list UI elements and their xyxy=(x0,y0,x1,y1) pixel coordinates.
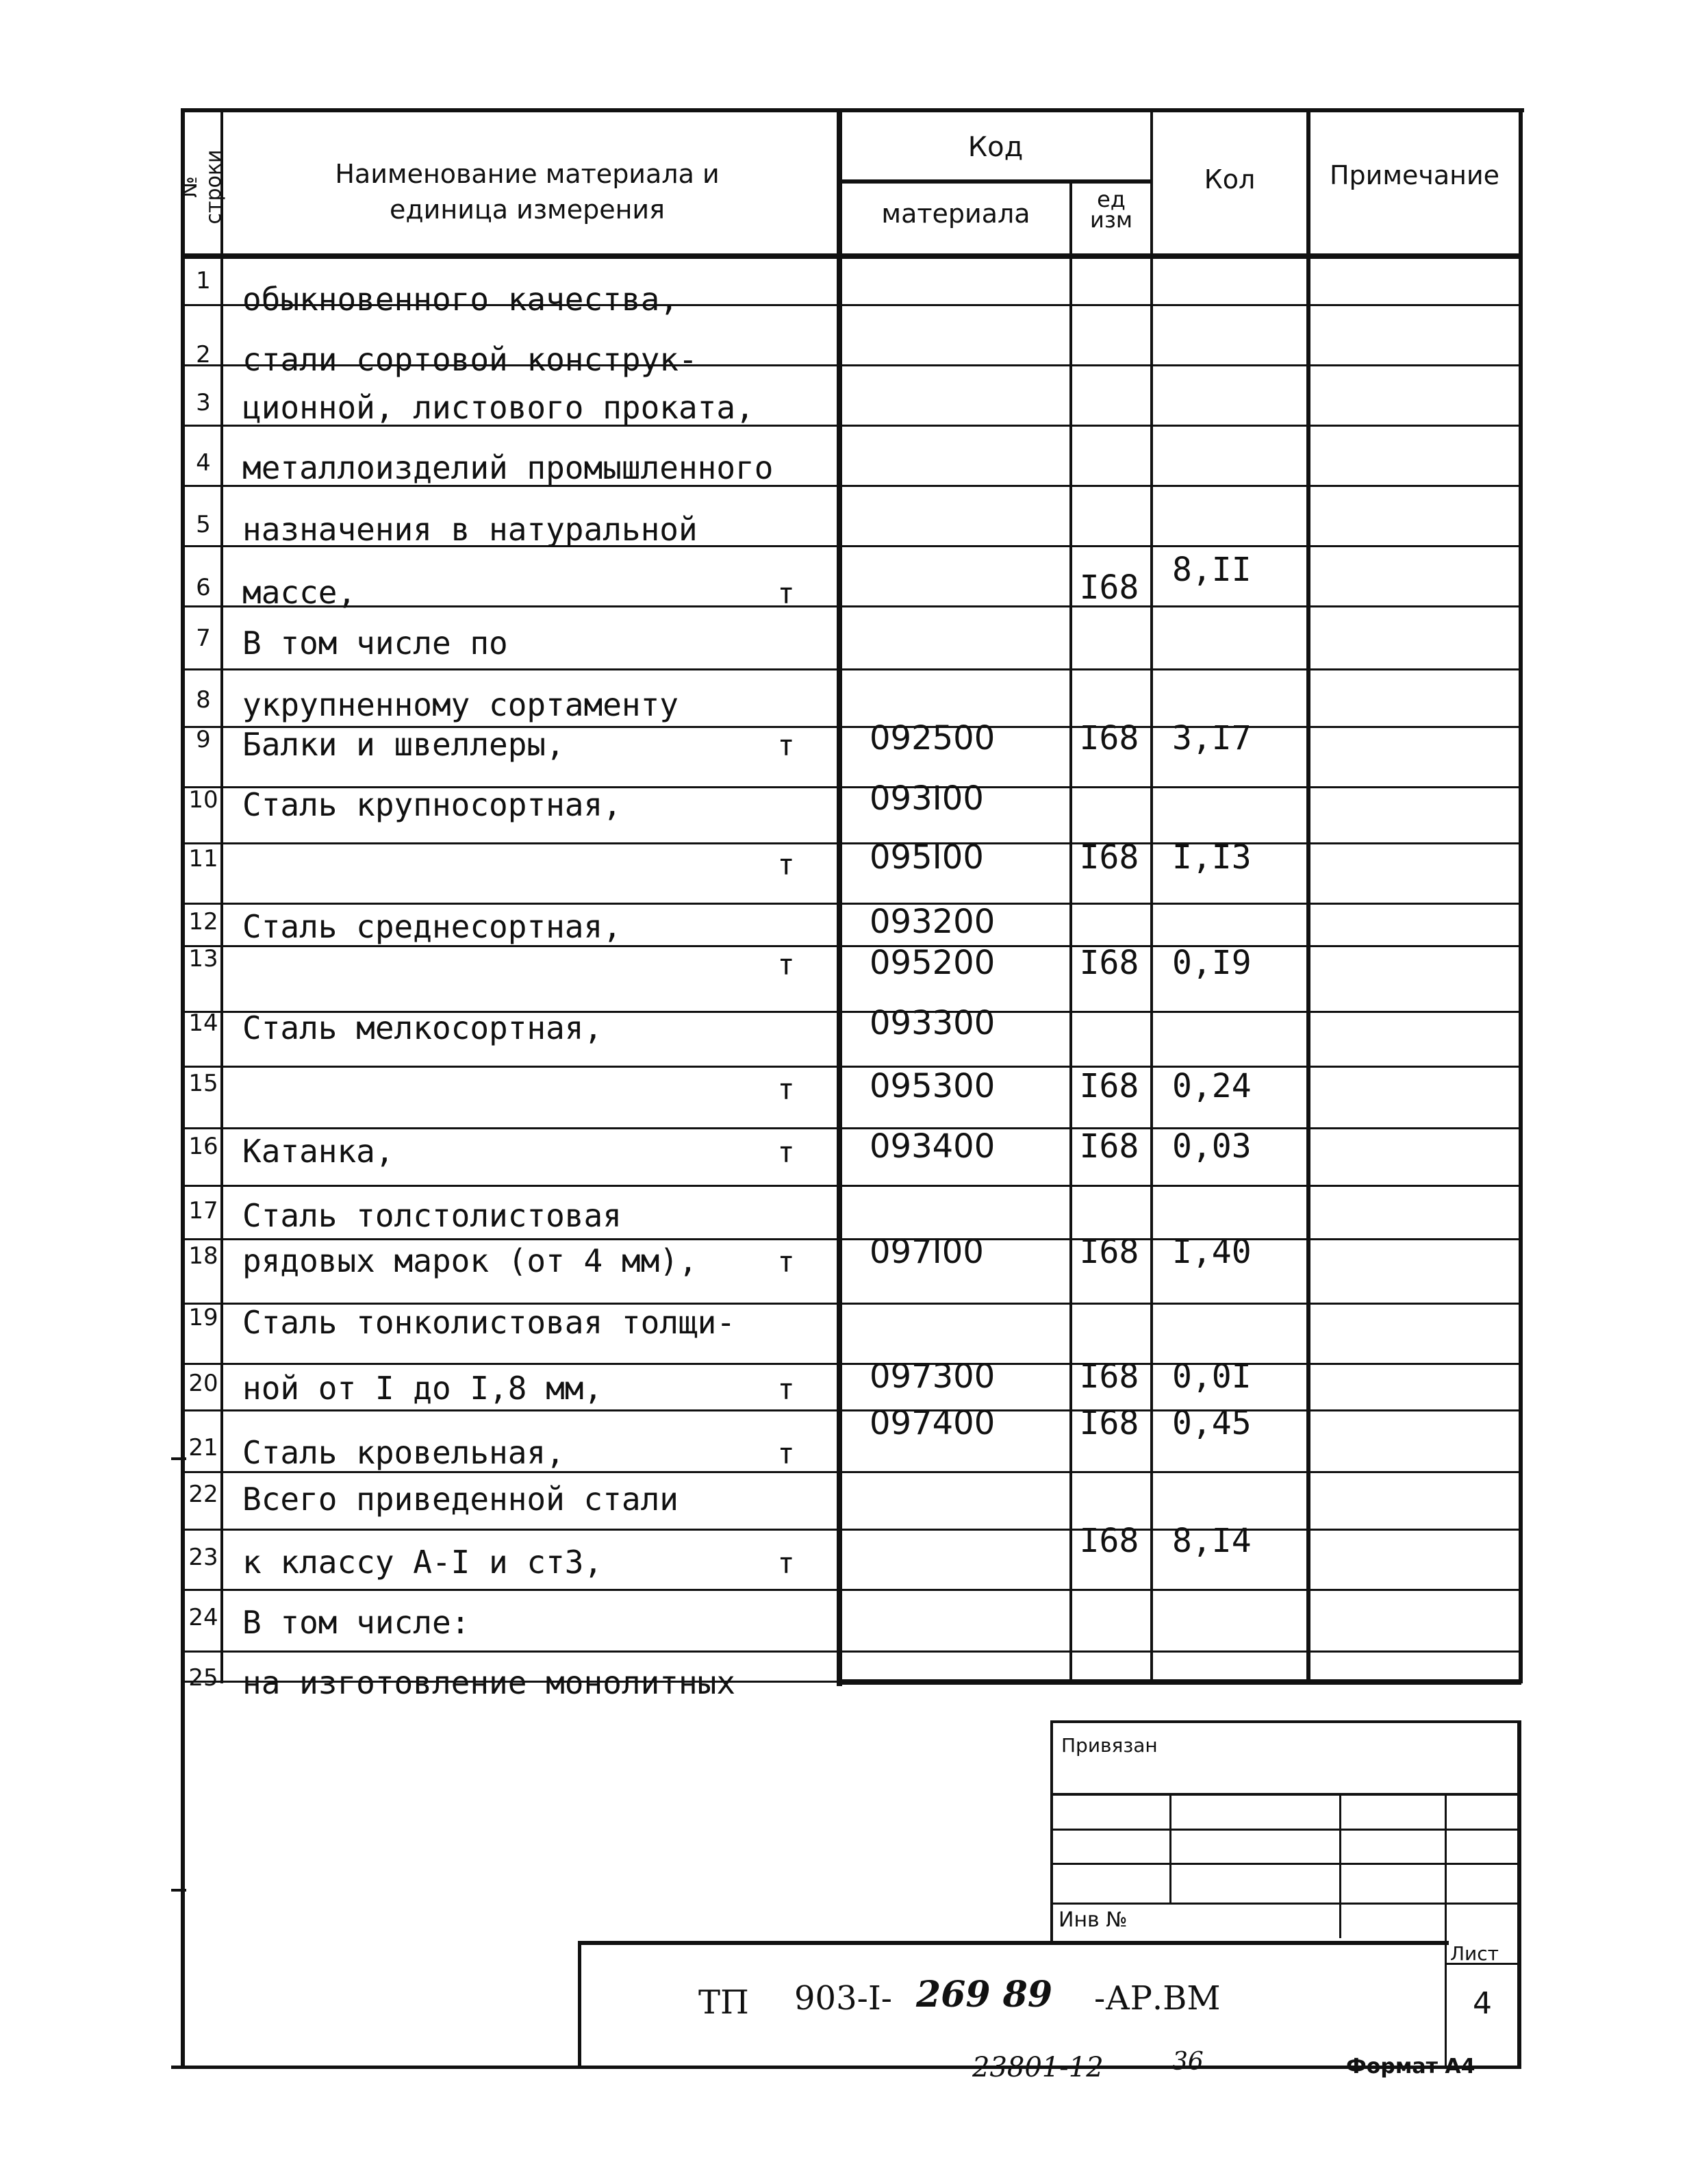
row-divider xyxy=(839,425,1520,427)
row-underline xyxy=(223,1127,839,1129)
material-code: 092500 xyxy=(870,719,996,757)
material-code: 093400 xyxy=(870,1127,996,1166)
row-number: 22 xyxy=(188,1481,218,1508)
row-underline xyxy=(223,1471,839,1473)
unit-code: I68 xyxy=(1079,568,1139,607)
header-code-unit: ед изм xyxy=(1090,186,1132,233)
unit-code: I68 xyxy=(1079,719,1139,757)
row-underline xyxy=(223,903,839,905)
row-divider-rownum xyxy=(183,485,222,487)
material-code: 093300 xyxy=(870,1004,996,1042)
row-divider-rownum xyxy=(183,668,222,670)
row-divider xyxy=(839,545,1520,547)
material-name: В том числе по xyxy=(242,625,508,662)
row-underline xyxy=(223,1529,839,1531)
row-underline xyxy=(223,945,839,947)
quantity: 3,I7 xyxy=(1172,719,1252,757)
quantity: 8,I4 xyxy=(1172,1522,1252,1560)
unit-symbol: т xyxy=(777,1245,795,1279)
quantity: I,I3 xyxy=(1172,838,1252,877)
material-name: ционной, листового проката, xyxy=(242,389,755,426)
row-number: 14 xyxy=(188,1009,218,1037)
stamp-vline-2 xyxy=(1339,1794,1341,1938)
unit-symbol: т xyxy=(777,577,795,610)
row-number: 24 xyxy=(188,1604,218,1631)
row-number: 21 xyxy=(188,1434,218,1461)
row-number: 4 xyxy=(196,449,211,477)
material-name: укрупненному сортаменту xyxy=(242,686,679,723)
row-number: 2 xyxy=(196,341,211,368)
unit-code: I68 xyxy=(1079,1127,1139,1166)
material-name: ной от I до I,8 мм, xyxy=(242,1370,603,1407)
row-number: 12 xyxy=(188,908,218,936)
header-row-number: № строки xyxy=(178,149,226,225)
unit-code: I68 xyxy=(1079,1522,1139,1560)
row-number: 3 xyxy=(196,389,211,416)
unit-code: I68 xyxy=(1079,1067,1139,1105)
stamp-inv-label: Инв № xyxy=(1059,1908,1128,1932)
row-divider xyxy=(839,485,1520,487)
table-bottom-line xyxy=(837,1679,1521,1685)
frame-top xyxy=(182,108,1524,112)
material-name: Сталь среднесортная, xyxy=(242,908,622,945)
quantity: 0,0I xyxy=(1172,1357,1252,1396)
sheet-label: Лист xyxy=(1450,1942,1499,1965)
unit-symbol: т xyxy=(777,1372,795,1406)
stamp-tied-label: Привязан xyxy=(1061,1734,1158,1757)
unit-symbol: т xyxy=(777,1072,795,1106)
col-line-code xyxy=(837,110,842,1686)
row-underline xyxy=(223,668,839,670)
unit-code: I68 xyxy=(1079,944,1139,982)
row-divider-rownum xyxy=(183,1238,222,1240)
header-code-material: материала xyxy=(881,199,1030,229)
material-name: Сталь мелкосортная, xyxy=(242,1009,603,1046)
material-code: 095I00 xyxy=(870,838,984,877)
material-name: к классу А-I и ст3, xyxy=(242,1544,603,1581)
row-number: 19 xyxy=(188,1304,218,1331)
quantity: I,40 xyxy=(1172,1233,1252,1271)
header-code: Код xyxy=(967,131,1024,163)
row-divider-rownum xyxy=(183,842,222,844)
header-qty: Кол xyxy=(1204,164,1256,194)
row-number: 8 xyxy=(196,686,211,714)
unit-code: I68 xyxy=(1079,1357,1139,1396)
row-number: 7 xyxy=(196,625,211,652)
material-name: Сталь тонколистовая толщи- xyxy=(242,1304,736,1341)
row-number: 16 xyxy=(188,1133,218,1160)
material-code: 097300 xyxy=(870,1357,996,1396)
row-number: 13 xyxy=(188,945,218,972)
stamp-line-d xyxy=(1052,1903,1521,1905)
material-code: 097I00 xyxy=(870,1233,984,1271)
stamp-line-c xyxy=(1052,1863,1521,1865)
doc-code-number: 903-I- xyxy=(794,1979,893,2018)
material-name: Сталь крупносортная, xyxy=(242,786,622,823)
stamp-box-left xyxy=(1050,1720,1053,1942)
material-name: на изготовление монолитных xyxy=(242,1664,736,1701)
row-number: 6 xyxy=(196,574,211,601)
row-divider xyxy=(839,1650,1520,1653)
row-divider-rownum xyxy=(183,1127,222,1129)
material-name: рядовых марок (от 4 мм), xyxy=(242,1242,698,1279)
row-divider xyxy=(839,668,1520,670)
row-underline xyxy=(223,1589,839,1591)
col-line-note xyxy=(1306,110,1310,1682)
quantity: 0,45 xyxy=(1172,1404,1252,1442)
frame-bottom xyxy=(171,2066,1521,2069)
col-line-rownum xyxy=(220,110,223,1683)
row-underline xyxy=(223,1363,839,1365)
material-name: Катанка, xyxy=(242,1133,394,1170)
row-number: 20 xyxy=(188,1370,218,1397)
bottom-page-number: 36 xyxy=(1172,2048,1204,2076)
material-name: массе, xyxy=(242,574,357,611)
row-divider xyxy=(839,1185,1520,1187)
code-split-line xyxy=(839,179,1152,184)
row-divider-rownum xyxy=(183,1529,222,1531)
row-underline xyxy=(223,842,839,844)
header-bottom-line xyxy=(182,253,1521,259)
row-number: 18 xyxy=(188,1242,218,1270)
row-underline xyxy=(223,1185,839,1187)
row-divider-rownum xyxy=(183,1471,222,1473)
row-divider xyxy=(839,364,1520,366)
row-number: 15 xyxy=(188,1070,218,1097)
header-note: Примечание xyxy=(1329,160,1500,190)
stamp-vline-1 xyxy=(1169,1794,1171,1904)
row-divider-rownum xyxy=(183,1363,222,1365)
unit-symbol: т xyxy=(777,948,795,981)
row-underline xyxy=(223,1409,839,1411)
stamp-box-top xyxy=(1050,1720,1521,1723)
margin-tick-1 xyxy=(171,1457,186,1460)
material-name: обыкновенного качества, xyxy=(242,281,679,318)
unit-symbol: т xyxy=(777,848,795,881)
row-number: 11 xyxy=(188,845,218,873)
row-number: 10 xyxy=(188,786,218,814)
row-divider-rownum xyxy=(183,1409,222,1411)
row-divider-rownum xyxy=(183,1185,222,1187)
stamp-line-b xyxy=(1052,1829,1521,1831)
unit-code: I68 xyxy=(1079,1404,1139,1442)
row-underline xyxy=(223,1066,839,1068)
row-divider xyxy=(839,605,1520,607)
unit-code: I68 xyxy=(1079,838,1139,877)
material-name: назначения в натуральной xyxy=(242,511,698,548)
quantity: 0,03 xyxy=(1172,1127,1252,1166)
title-left-line xyxy=(578,1941,581,2068)
stamp-vline-3 xyxy=(1445,1794,1447,2068)
material-name: Всего приведенной стали xyxy=(242,1481,679,1518)
material-name: Сталь кровельная, xyxy=(242,1434,565,1471)
row-divider-rownum xyxy=(183,903,222,905)
quantity: 8,II xyxy=(1172,551,1252,589)
unit-symbol: т xyxy=(777,1546,795,1580)
row-divider-rownum xyxy=(183,605,222,607)
col-line-unit xyxy=(1069,182,1072,1682)
row-divider-rownum xyxy=(183,425,222,427)
format-label: Формат А4 xyxy=(1346,2055,1475,2079)
unit-code: I68 xyxy=(1079,1233,1139,1271)
material-code: 095200 xyxy=(870,944,996,982)
material-code: 095300 xyxy=(870,1067,996,1105)
material-code: 093200 xyxy=(870,903,996,941)
quantity: 0,24 xyxy=(1172,1067,1252,1105)
title-top-line xyxy=(579,1941,1449,1945)
frame-right xyxy=(1519,108,1523,1683)
header-name: Наименование материала и единица измерения xyxy=(335,159,720,225)
row-divider xyxy=(839,304,1520,306)
material-name: Балки и швеллеры, xyxy=(242,726,565,763)
row-divider-rownum xyxy=(183,1650,222,1653)
doc-code-suffix: -АР.ВМ xyxy=(1094,1979,1221,2018)
bottom-doc-number: 23801-12 xyxy=(972,2052,1104,2083)
material-name: В том числе: xyxy=(242,1604,470,1641)
stamp-line-a xyxy=(1052,1793,1521,1796)
row-divider xyxy=(839,1589,1520,1591)
row-divider-rownum xyxy=(183,304,222,306)
unit-symbol: т xyxy=(777,1135,795,1169)
row-underline xyxy=(223,1238,839,1240)
col-line-qty xyxy=(1150,110,1153,1682)
material-name: Сталь толстолистовая xyxy=(242,1197,622,1234)
row-underline xyxy=(223,1650,839,1653)
material-code: 097400 xyxy=(870,1404,996,1442)
row-divider xyxy=(839,1303,1520,1305)
margin-tick-2 xyxy=(171,1889,186,1892)
row-divider xyxy=(839,1471,1520,1473)
sheet-number: 4 xyxy=(1473,1986,1492,2021)
row-divider-rownum xyxy=(183,545,222,547)
material-name: стали сортовой конструк- xyxy=(242,341,698,378)
quantity: 0,I9 xyxy=(1172,944,1252,982)
row-number: 1 xyxy=(196,267,211,294)
row-number: 5 xyxy=(196,511,211,538)
row-number: 23 xyxy=(188,1544,218,1571)
doc-code-prefix: ТП xyxy=(698,1983,749,2022)
doc-code-handwritten: 269 89 xyxy=(916,1974,1053,2016)
material-code: 093I00 xyxy=(870,779,984,818)
row-number: 17 xyxy=(188,1197,218,1225)
row-number: 25 xyxy=(188,1664,218,1692)
frame-left xyxy=(181,108,185,2068)
row-number: 9 xyxy=(196,726,211,753)
unit-symbol: т xyxy=(777,729,795,762)
row-divider-rownum xyxy=(183,1589,222,1591)
row-divider-rownum xyxy=(183,1066,222,1068)
material-name: металлоизделий промышленного xyxy=(242,449,774,486)
unit-symbol: т xyxy=(777,1437,795,1470)
